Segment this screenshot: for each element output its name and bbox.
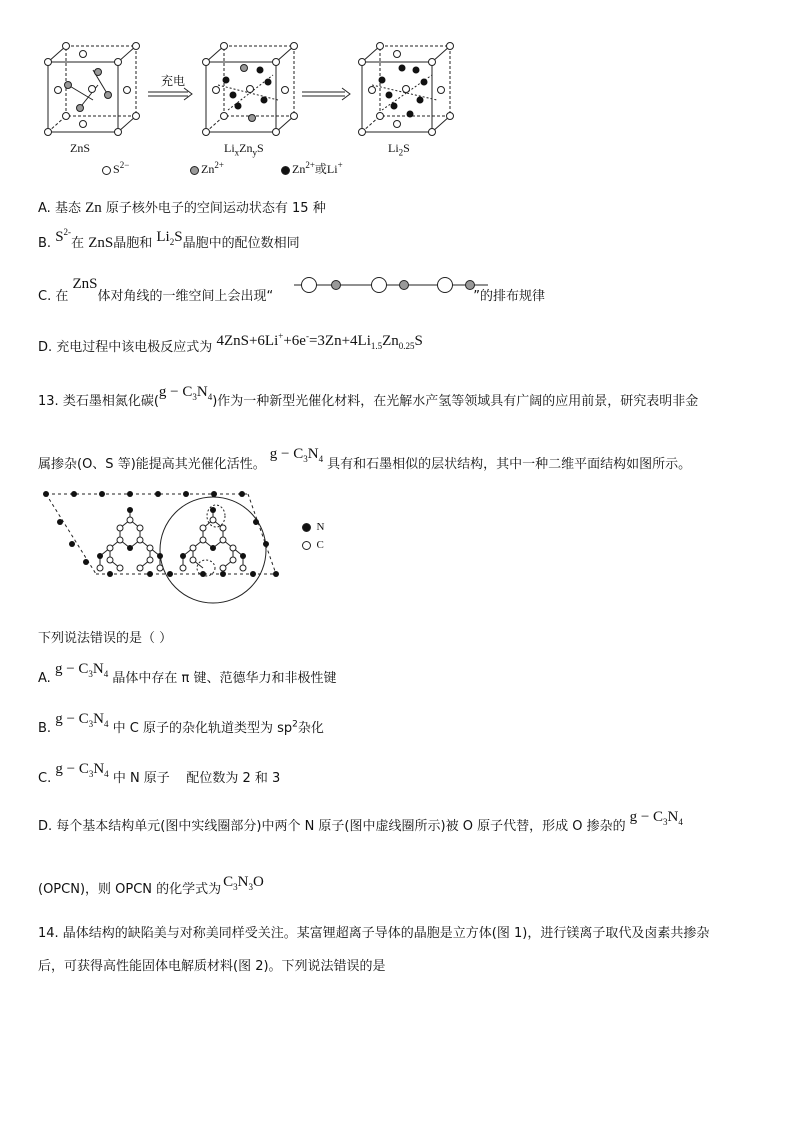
gc3n4-legend-c: C <box>302 538 324 551</box>
q12-option-d: D. 充电过程中该电极反应式为 $4ZnS+6Li^++6e^-=3Zn+4Li_{1.5}Zn_{0.25}S$ <box>38 331 423 355</box>
label-zns: ZnS <box>70 141 91 155</box>
q13-option-d-line1: D. 每个基本结构单元(图中实线圈部分)中两个 N 原子(图中虚线圈所示)被 O 原子代替，形成 O 掺杂的$g - C_3N_4$ <box>38 809 683 834</box>
li2s-cell <box>352 40 462 150</box>
q13-stem-line2: 属掺杂(O、S 等)能提高其光催化活性。$g - C_3N_4$ 具有和石墨相似的层状结构，其中一种二维平面结构如图所示。 <box>38 446 692 472</box>
q13-stem-line1: 13. 类石墨相氮化碳$(g - C_3N_4)$作为一种新型光催化材料，在光解水产氢等领域具有广阔的应用前景，研究表明非金 <box>38 384 699 409</box>
label-li2s: $Li_2S$ <box>388 141 410 158</box>
diagonal-arrangement-diagram <box>294 276 488 294</box>
q13-prompt: 下列说法错误的是（ ） <box>38 631 173 646</box>
label-lixznys: $Li_xZn_yS$ <box>224 141 264 158</box>
legend-s2: $S^{2-}$ <box>102 160 129 177</box>
crystal-cells-figure <box>38 40 338 150</box>
charge-arrow <box>148 88 192 100</box>
legend-zn2: $Zn^{2+}$ <box>190 160 224 177</box>
q13-option-c: C. $g - C_3N_4$ 中 N 原子 配位数为 2 和 3 <box>38 761 281 786</box>
legend-zn-or-li: $Zn^{2+}$或Li+ <box>281 160 343 177</box>
q14-stem-line2: 后，可获得高性能固体电解质材料(图 2)。下列说法错误的是 <box>38 959 386 974</box>
q13-option-b: B. $g - C_3N_4$ 中 C 原子的杂化轨道类型为 $sp^2$杂化 <box>38 711 324 736</box>
gc3n4-legend-n: N <box>302 520 324 533</box>
q13-option-a: A. $g - C_3N_4$ 晶体中存在 π 键、范德华力和非极性键 <box>38 661 337 686</box>
q13-option-d-line2: (OPCN)，则 OPCN 的化学式为 $C_3N_3O$ <box>38 874 264 897</box>
gc3n4-structure-figure <box>38 486 338 608</box>
arrow-right <box>302 88 350 100</box>
q12-option-b: B. $S^{2-}$在 ZnS晶胞和 $Li_2S$晶胞中的配位数相同 <box>38 227 300 251</box>
q12-option-a: A. 基态 Zn 原子核外电子的空间运动状态有 15 种 <box>38 200 326 216</box>
arrow-label: 充电 <box>161 74 186 88</box>
q14-stem-line1: 14. 晶体结构的缺陷美与对称美同样受关注。某富锂超离子导体的晶胞是立方体(图 1)，进行镁离子取代及卤素共掺杂 <box>38 926 710 941</box>
q12-option-c: C. 在 ZnS体对角线的一维空间上会出现“ ”的排布规律 <box>38 276 546 304</box>
